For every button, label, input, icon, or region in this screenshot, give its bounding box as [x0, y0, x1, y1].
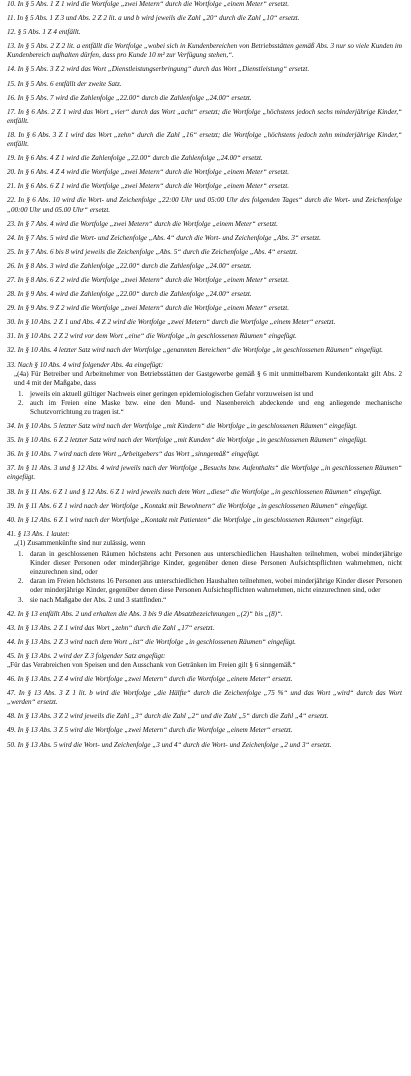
point-text: jeweils ein aktuell gültiger Nachweis einer geringen epidemiologischen Gefahr vorzuweisen ist und: [30, 389, 314, 398]
amendment-33-points: [7, 390, 402, 417]
amendment-15: 15. In § 5 Abs. 6 entfällt der zweite Satz.: [7, 79, 122, 88]
amendment-list-d: [7, 675, 402, 750]
amendment-13: 13. In § 5 Abs. 2 Z 2 lit. a entfällt die Wortfolge „wobei sich in Kundenbereichen von Betriebsstätten gemäß Abs. 3 nur so viele Kunden im Kundenbereich aufhalten dürfen, dass pro Kunde 10 m² zur Verfügung stehen,“.: [7, 42, 402, 60]
amendment-40: 40. In § 12 Abs. 6 Z 1 wird nach der Wortfolge „Kontakt mit Patienten“ die Wortfolge „in geschlossenen Räumen“ eingefügt.: [7, 515, 364, 524]
amendment-45-quote: „Für das Verabreichen von Speisen und den Ausschank von Getränken im Freien gilt § 6 sinngemäß.“: [7, 660, 296, 669]
amendment-50: 50. In § 13 Abs. 5 wird die Wort- und Zeichenfolge „3 und 4“ durch die Wort- und Zeichenfolge „2 und 3“ ersetzt.: [7, 740, 332, 749]
amendment-23: 23. In § 7 Abs. 4 wird die Wortfolge „zwei Metern“ durch die Wortfolge „einem Meter“ ersetzt.: [7, 219, 278, 228]
amendment-32: 32. In § 10 Abs. 4 letzter Satz wird nach der Wortfolge „genannten Bereichen“ die Wortfolge „in geschlossenen Räumen“ eingefügt.: [7, 346, 383, 355]
amendment-19: 19. In § 6 Abs. 4 Z 1 wird die Zahlenfolge „22.00“ durch die Zahlenfolge „24.00“ ersetzt.: [7, 154, 263, 163]
amendment-41-point: [18, 596, 402, 605]
point-number: 1.: [18, 550, 24, 559]
amendment-35: 35. In § 10 Abs. 6 Z 2 letzter Satz wird nach der Wortfolge „mit Kunden“ die Wortfolge „in geschlossenen Räumen“ eingefügt.: [7, 436, 368, 445]
amendment-11: 11. In § 5 Abs. 1 Z 3 und Abs. 2 Z 2 lit. a und b wird jeweils die Zahl „20“ durch die Zahl „10“ ersetzt.: [7, 14, 300, 23]
point-number: 3.: [18, 595, 24, 604]
amendment-28: 28. In § 9 Abs. 4 wird die Zahlenfolge „22.00“ durch die Zahlenfolge „24.00“ ersetzt.: [7, 290, 252, 299]
amendment-33: [7, 361, 402, 418]
amendment-42: 42. In § 13 entfällt Abs. 2 und erhalten die Abs. 3 bis 9 die Absatzbezeichnungen „(2)“ bis „(8)“.: [7, 609, 283, 618]
amendment-20: 20. In § 6 Abs. 4 Z 4 wird die Wortfolge „zwei Metern“ durch die Wortfolge „einem Meter“ ersetzt.: [7, 168, 289, 177]
amendment-33-lead: 33. Nach § 10 Abs. 4 wird folgender Abs. 4a eingefügt:: [7, 360, 164, 369]
amendment-45-lead: 45. In § 13 Abs. 2 wird der Z 3 folgender Satz angefügt:: [7, 651, 166, 660]
amendment-27: 27. In § 8 Abs. 6 Z 2 wird die Wortfolge „zwei Metern“ durch die Wortfolge „einem Meter“ ersetzt.: [7, 275, 289, 284]
amendment-34: 34. In § 10 Abs. 5 letzter Satz wird nach der Wortfolge „mit Kindern“ die Wortfolge „in geschlossenen Räumen“ eingefügt.: [7, 422, 358, 431]
amendment-36: 36. In § 10 Abs. 7 wird nach dem Wort „Arbeitgebers“ das Wort „sinngemäß“ eingefügt.: [7, 450, 260, 459]
amendment-43: 43. In § 13 Abs. 2 Z 1 wird das Wort „zehn“ durch die Zahl „17“ ersetzt.: [7, 623, 215, 632]
amendment-21: 21. In § 6 Abs. 6 Z 1 wird die Wortfolge „zwei Metern“ durch die Wortfolge „einem Meter“ ersetzt.: [7, 182, 289, 191]
amendment-41-points: [7, 550, 402, 605]
amendment-12: 12. § 5 Abs. 1 Z 4 entfällt.: [7, 28, 81, 37]
amendment-33-point: [18, 390, 402, 399]
amendment-22: 22. In § 6 Abs. 10 wird die Wort- und Zeichenfolge „22:00 Uhr und 05:00 Uhr des folgenden Tages“ durch die Wort- und Zeichenfolge „00:00 Uhr und 05.00 Uhr“ ersetzt.: [7, 196, 402, 214]
amendment-18: 18. In § 6 Abs. 3 Z 1 wird das Wort „zehn“ durch die Zahl „16“ ersetzt; die Wortfolge „höchstens jedoch zehn minderjährige Kinder,“ entfällt.: [7, 130, 402, 149]
amendment-list-a: [7, 0, 402, 356]
amendment-44: 44. In § 13 Abs. 2 Z 3 wird nach dem Wort „ist“ die Wortfolge „in geschlossenen Räumen“ eingefügt.: [7, 637, 296, 646]
amendment-39: 39. In § 11 Abs. 6 Z 1 wird nach der Wortfolge „Kontakt mit Bewohnern“ die Wortfolge „in geschlossenen Räumen“ eingefügt.: [7, 501, 368, 510]
amendment-41-lead: 41. § 13 Abs. 1 lautet:: [7, 529, 70, 538]
amendment-33-point: [18, 399, 402, 417]
amendment-37: 37. In § 11 Abs. 3 und § 12 Abs. 4 wird jeweils nach der Wortfolge „Besuchs bzw. Aufenthalts“ die Wortfolge „in geschlossenen Räumen“ eingefügt.: [7, 464, 402, 482]
point-text: daran in geschlossenen Räumen höchstens acht Personen aus unterschiedlichen Haushalten teilnehmen, wobei minderjährige Kinder dieser Personen oder minderjährige Kinder, gegenüber denen diese Personen Aufsichtspflichten wahrnehmen, nicht einzurechnen sind, oder: [30, 550, 402, 577]
amendment-17: 17. In § 6 Abs. 2 Z 1 wird das Wort „vier“ durch das Wort „acht“ ersetzt; die Wortfolge „höchstens jedoch sechs minderjährige Kinder,“ entfällt.: [7, 107, 402, 125]
amendment-33-quote: „(4a) Für Betreiber und Arbeitnehmer von Betriebsstätten der Gastgewerbe gemäß § 6 mit unmittelbarem Kundenkontakt gilt Abs. 2 und 4 mit der Maßgabe, dass: [14, 369, 402, 387]
amendment-41-point: [18, 550, 402, 577]
point-number: 1.: [18, 389, 24, 398]
amendment-14: 14. In § 5 Abs. 3 Z 2 wird das Wort „Dienstleistungserbringung“ durch das Wort „Dienstleistung“ ersetzt.: [7, 65, 310, 74]
amendment-list-b: [7, 422, 402, 525]
amendment-30: 30. In § 10 Abs. 2 Z 1 und Abs. 4 Z 2 wird die Wortfolge „zwei Metern“ durch die Wortfolge „einem Meter“ ersetzt.: [7, 318, 336, 327]
amendment-10: 10. In § 5 Abs. 1 Z 1 wird die Wortfolge „zwei Metern“ durch die Wortfolge „einem Meter“ ersetzt.: [7, 0, 289, 8]
amendment-25: 25. In § 7 Abs. 6 bis 8 wird jeweils die Zeichenfolge „Abs. 5“ durch die Zeichenfolge „Abs. 4“ ersetzt.: [7, 247, 298, 256]
point-text: daran im Freien höchstens 16 Personen aus unterschiedlichen Haushalten teilnehmen, wobei minderjährige Kinder dieser Personen oder minderjährige Kinder, gegenüber denen diese Personen Aufsichtspflichten wahrnehmen, nicht einzurechnen sind, oder: [30, 577, 402, 595]
point-number: 2.: [18, 398, 24, 407]
amendment-31: 31. In § 10 Abs. 2 Z 2 wird vor dem Wort „eine“ die Wortfolge „in geschlossenen Räumen“ eingefügt.: [7, 332, 297, 341]
point-text: auch im Freien eine Maske bzw. eine den Mund- und Nasenbereich abdeckende und eng anliegende mechanische Schutzvorrichtung zu tragen ist.“: [30, 398, 402, 416]
amendment-41-point: [18, 577, 402, 595]
amendment-47: 47. In § 13 Abs. 3 Z 1 lit. b wird die Wortfolge „die Hälfte“ durch die Zeichenfolge „75 %“ und das Wort „wird“ durch das Wort „werden“ ersetzt.: [7, 689, 402, 707]
amendment-41-quote: „(1) Zusammenkünfte sind nur zulässig, wenn: [14, 538, 146, 547]
point-number: 2.: [18, 577, 24, 586]
amendment-41: [7, 530, 402, 605]
amendment-46: 46. In § 13 Abs. 2 Z 4 wird die Wortfolge „zwei Metern“ durch die Wortfolge „einem Meter“ ersetzt.: [7, 675, 293, 684]
amendment-24: 24. In § 7 Abs. 5 wird die Wort- und Zeichenfolge „Abs. 4“ durch die Wort- und Zeichenfolge „Abs. 3“ ersetzt.: [7, 233, 321, 242]
point-text: sie nach Maßgabe der Abs. 2 und 3 stattfinden.“: [30, 595, 167, 604]
amendment-49: 49. In § 13 Abs. 3 Z 5 wird die Wortfolge „zwei Metern“ durch die Wortfolge „einem Meter“ ersetzt.: [7, 726, 293, 735]
amendment-48: 48. In § 13 Abs. 3 Z 2 wird jeweils die Zahl „3“ durch die Zahl „2“ und die Zahl „5“ durch die Zahl „4“ ersetzt.: [7, 712, 329, 721]
amendment-38: 38. In § 11 Abs. 6 Z 1 und § 12 Abs. 6 Z 1 wird jeweils nach dem Wort „diese“ die Wortfolge „in geschlossenen Räumen“ eingefügt.: [7, 487, 382, 496]
amendment-45: [7, 652, 402, 670]
amendment-16: 16. In § 5 Abs. 7 wird die Zahlenfolge „22.00“ durch die Zahlenfolge „24.00“ ersetzt.: [7, 93, 252, 102]
amendment-29: 29. In § 9 Abs. 9 Z 2 wird die Wortfolge „zwei Metern“ durch die Wortfolge „einem Meter“ ersetzt.: [7, 304, 289, 313]
amendment-26: 26. In § 8 Abs. 3 wird die Zahlenfolge „22.00“ durch die Zahlenfolge „24.00“ ersetzt.: [7, 261, 252, 270]
amendment-list-c: [7, 610, 402, 647]
